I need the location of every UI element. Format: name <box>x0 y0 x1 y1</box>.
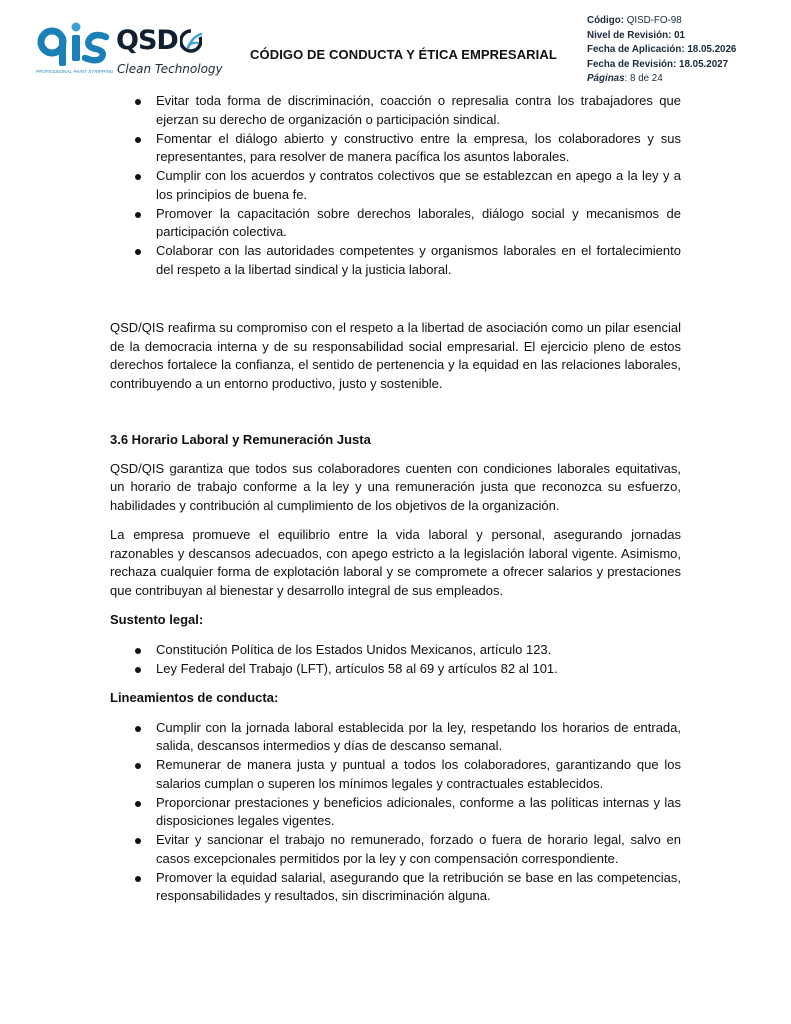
qsd-logo-text: QSD <box>116 25 178 56</box>
conduct-guidelines-heading: Lineamientos de conducta: <box>110 690 279 705</box>
legal-basis-list <box>110 641 681 679</box>
list-item <box>110 92 681 129</box>
legal-basis-heading: Sustento legal: <box>110 612 204 627</box>
list-item-text: Proporcionar prestaciones y beneficios adicionales, conforme a las políticas internas y las disposiciones legales vigentes. <box>156 794 681 828</box>
qis-logo <box>36 20 114 78</box>
list-item <box>110 719 681 756</box>
list-item-text: Colaborar con las autoridades competentes y organismos laborales en el fortalecimiento del respeto a la libertad sindical y la justicia laboral. <box>156 243 681 277</box>
section-paragraph-2: La empresa promueve el equilibrio entre la vida laboral y personal, asegurando jornadas razonables y descansos adecuados, con apego estricto a la legislación laboral vigente. Asimismo, rechaza cualquier forma de explotación laboral y se compromete a ofrecer salarios y prestaciones que contribuyan al bienestar y desarrollo integral de sus empleados. <box>110 527 681 598</box>
meta-code-label: Código: <box>587 15 624 26</box>
list-item <box>110 756 681 793</box>
list-item <box>110 869 681 906</box>
list-item <box>110 794 681 831</box>
association-guidelines-list <box>110 92 681 279</box>
qsd-logo-tagline: Clean Technology <box>117 62 223 76</box>
meta-revision-date <box>587 58 736 73</box>
document-body <box>110 92 681 906</box>
list-item <box>110 831 681 868</box>
list-item-text: Cumplir con los acuerdos y contratos colectivos que se establezcan en apego a la ley y a los principios de buena fe. <box>156 168 681 202</box>
meta-pages-label: Páginas <box>587 73 625 84</box>
list-item-text: Promover la capacitación sobre derechos laborales, diálogo social y mecanismos de participación colectiva. <box>156 205 681 239</box>
list-item-text: Cumplir con la jornada laboral establecida por la ley, respetando los horarios de entrada, salida, descansos intermedios y días de descanso semanal. <box>156 719 681 753</box>
meta-pages-value: : 8 de 24 <box>624 73 663 84</box>
bullet-icon <box>135 838 141 844</box>
meta-revision-date-label: Fecha de Revisión: 18.05.2027 <box>587 58 729 70</box>
qis-logo-mark <box>36 20 114 68</box>
list-item <box>110 641 681 660</box>
bullet-icon <box>135 876 141 882</box>
meta-revision-level <box>587 29 736 44</box>
bullet-icon <box>135 174 141 180</box>
bullet-icon <box>135 212 141 218</box>
meta-application-date <box>587 43 736 58</box>
bullet-icon <box>135 801 141 807</box>
list-item-text: Promover la equidad salarial, asegurando que la retribución se base en las competencias, responsabilidades y resultados, sin discriminación alguna. <box>156 869 681 903</box>
bullet-icon <box>135 648 141 654</box>
bullet-icon <box>135 249 141 255</box>
section-heading: 3.6 Horario Laboral y Remuneración Justa <box>110 432 371 447</box>
list-item-text: Fomentar el diálogo abierto y constructivo entre la empresa, los colaboradores y sus representantes, para resolver de manera pacífica los asuntos laborales. <box>156 130 681 164</box>
qsd-logo <box>114 24 223 82</box>
qsd-logo-swoosh-icon <box>180 29 202 55</box>
list-item-text: Constitución Política de los Estados Unidos Mexicanos, artículo 123. <box>156 641 552 657</box>
meta-code-value: QISD-FO-98 <box>624 15 682 26</box>
list-item-text: Evitar toda forma de discriminación, coacción o represalia contra los trabajadores que ejerzan su derecho de organización o participación sindical. <box>156 93 681 127</box>
meta-code <box>587 14 736 29</box>
list-item-text: Evitar y sancionar el trabajo no remunerado, forzado o fuera de horario legal, salvo en casos excepcionales permitidos por la ley y con compensación correspondiente. <box>156 832 681 866</box>
list-item <box>110 205 681 242</box>
list-item <box>110 167 681 204</box>
conduct-guidelines-list <box>110 719 681 906</box>
qis-logo-subtitle: PROFESSIONAL PAINT STRIPPING <box>36 69 114 74</box>
bullet-icon <box>135 726 141 732</box>
list-item <box>110 660 681 679</box>
document-header <box>0 0 791 92</box>
list-item-text: Ley Federal del Trabajo (LFT), artículos 58 al 69 y artículos 82 al 101. <box>156 660 558 676</box>
bullet-icon <box>135 763 141 769</box>
meta-pages <box>587 72 736 87</box>
list-item <box>110 130 681 167</box>
meta-application-date-label: Fecha de Aplicación: 18.05.2026 <box>587 44 737 55</box>
list-item <box>110 242 681 279</box>
document-meta <box>587 14 736 87</box>
commitment-paragraph: QSD/QIS reafirma su compromiso con el respeto a la libertad de asociación como un pilar esencial de la democracia interna y de su responsabilidad social empresarial. El ejercicio pleno de estos derechos fortalece la confianza, el sentido de pertenencia y la equidad en las relaciones laborales, contribuyendo a un entorno productivo, justo y sostenible. <box>110 320 681 391</box>
document-title: CÓDIGO DE CONDUCTA Y ÉTICA EMPRESARIAL <box>250 47 557 62</box>
section-paragraph-1: QSD/QIS garantiza que todos sus colaboradores cuenten con condiciones laborales equitativas, un horario de trabajo conforme a la ley y una remuneración justa que reconozca su esfuerzo, habilidades y contribución al cumplimiento de los objetivos de la organización. <box>110 460 681 513</box>
bullet-icon <box>135 99 141 105</box>
list-item-text: Remunerar de manera justa y puntual a todos los colaboradores, garantizando que los salarios cumplan o superen los mínimos legales y contractuales establecidos. <box>156 757 681 791</box>
bullet-icon <box>135 667 141 673</box>
meta-revision-level-label: Nivel de Revisión: 01 <box>587 29 686 41</box>
bullet-icon <box>135 137 141 143</box>
